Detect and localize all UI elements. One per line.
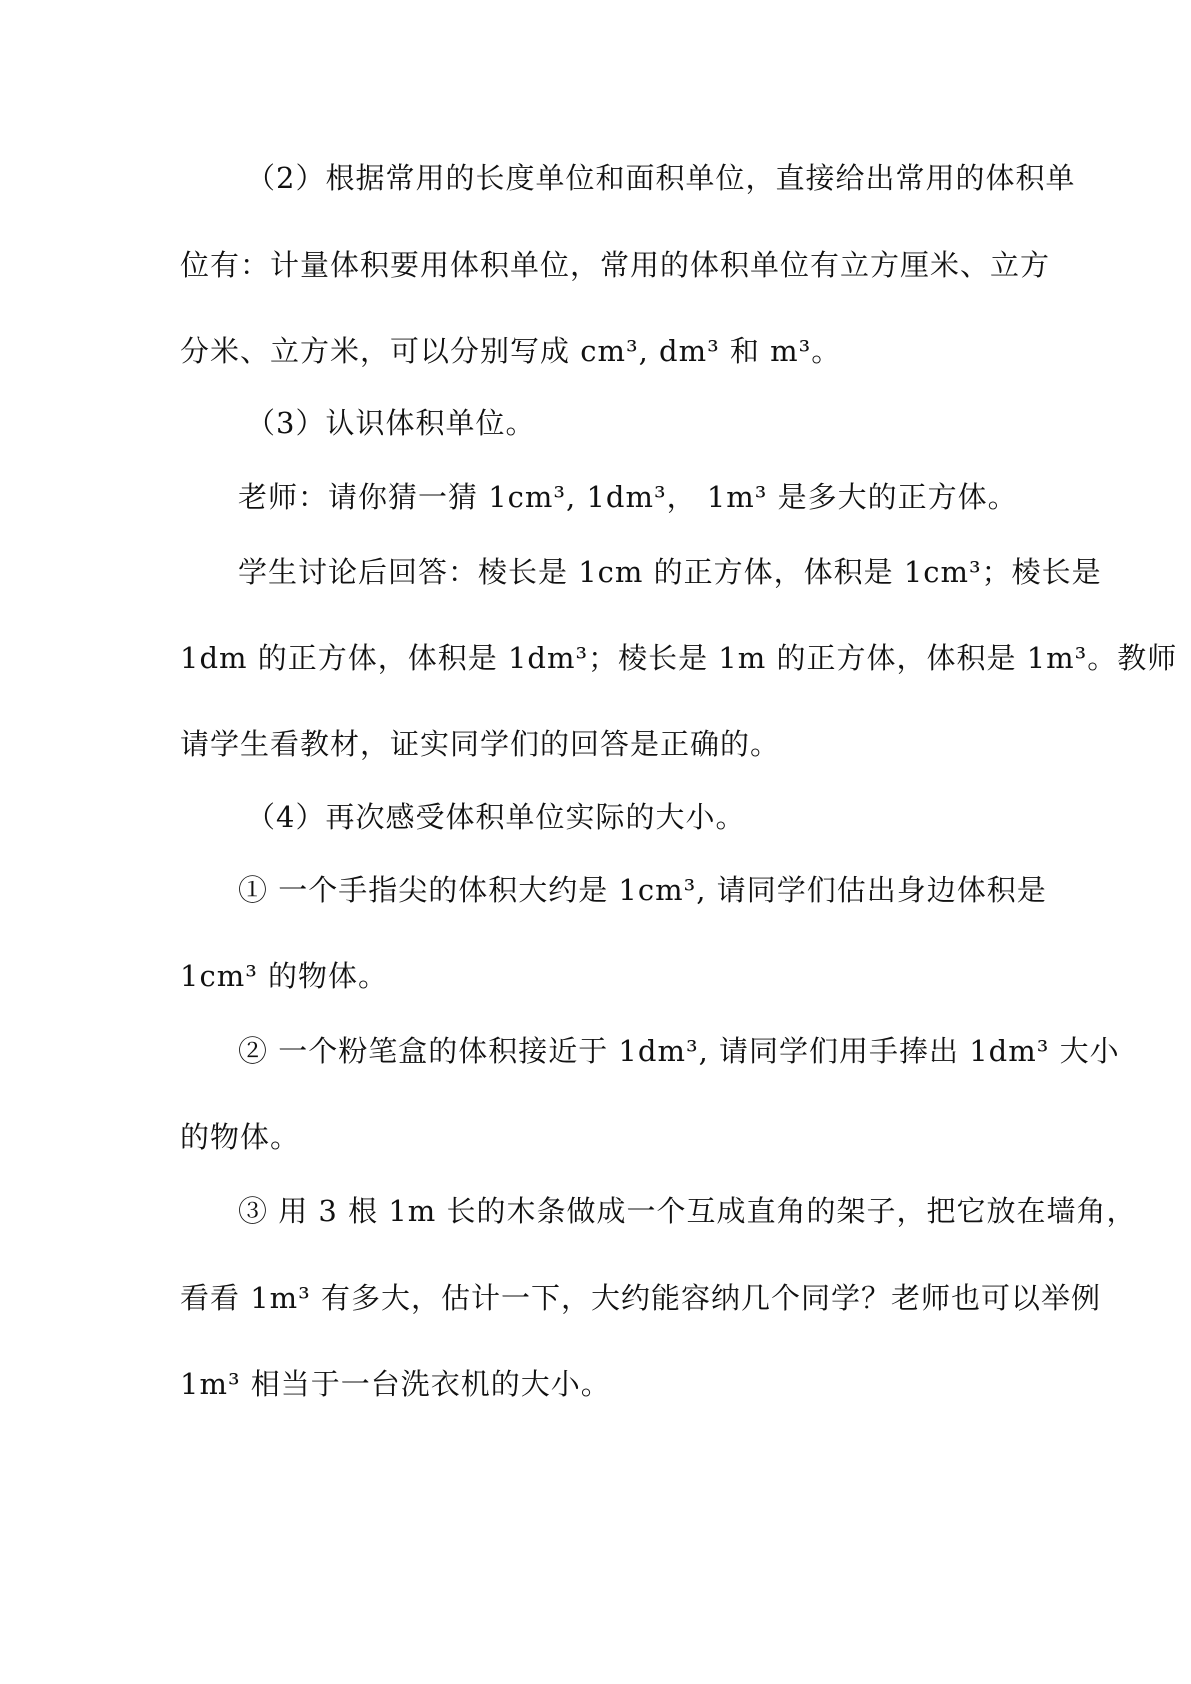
paragraph-line: 学生讨论后回答：棱长是 1cm 的正方体，体积是 1cm³；棱长是 <box>238 555 1102 589</box>
paragraph-line: 请学生看教材，证实同学们的回答是正确的。 <box>180 727 781 761</box>
paragraph-line: 老师：请你猜一猜 1cm³, 1dm³， 1m³ 是多大的正方体。 <box>238 480 1018 514</box>
paragraph-line: 1dm 的正方体，体积是 1dm³；棱长是 1m 的正方体，体积是 1m³。教师 <box>180 641 1178 675</box>
list-item-line: ① 一个手指尖的体积大约是 1cm³, 请同学们估出身边体积是 <box>238 873 1047 907</box>
list-item-line: 1cm³ 的物体。 <box>180 959 389 993</box>
paragraph-line: 分米、立方米，可以分别写成 cm³, dm³ 和 m³。 <box>180 334 842 368</box>
section-heading: （3）认识体积单位。 <box>246 406 536 440</box>
paragraph-line: （2）根据常用的长度单位和面积单位，直接给出常用的体积单 <box>246 161 1076 195</box>
section-heading: （4）再次感受体积单位实际的大小。 <box>246 800 746 834</box>
paragraph-line: 位有：计量体积要用体积单位，常用的体积单位有立方厘米、立方 <box>180 248 1051 282</box>
list-item-line: 的物体。 <box>180 1120 301 1154</box>
list-item-line: ② 一个粉笔盒的体积接近于 1dm³, 请同学们用手捧出 1dm³ 大小 <box>238 1034 1120 1068</box>
list-item-line: 1m³ 相当于一台洗衣机的大小。 <box>180 1367 611 1401</box>
list-item-line: ③ 用 3 根 1m 长的木条做成一个互成直角的架子，把它放在墙角， <box>238 1194 1137 1228</box>
list-item-line: 看看 1m³ 有多大，估计一下，大约能容纳几个同学？老师也可以举例 <box>180 1281 1102 1315</box>
